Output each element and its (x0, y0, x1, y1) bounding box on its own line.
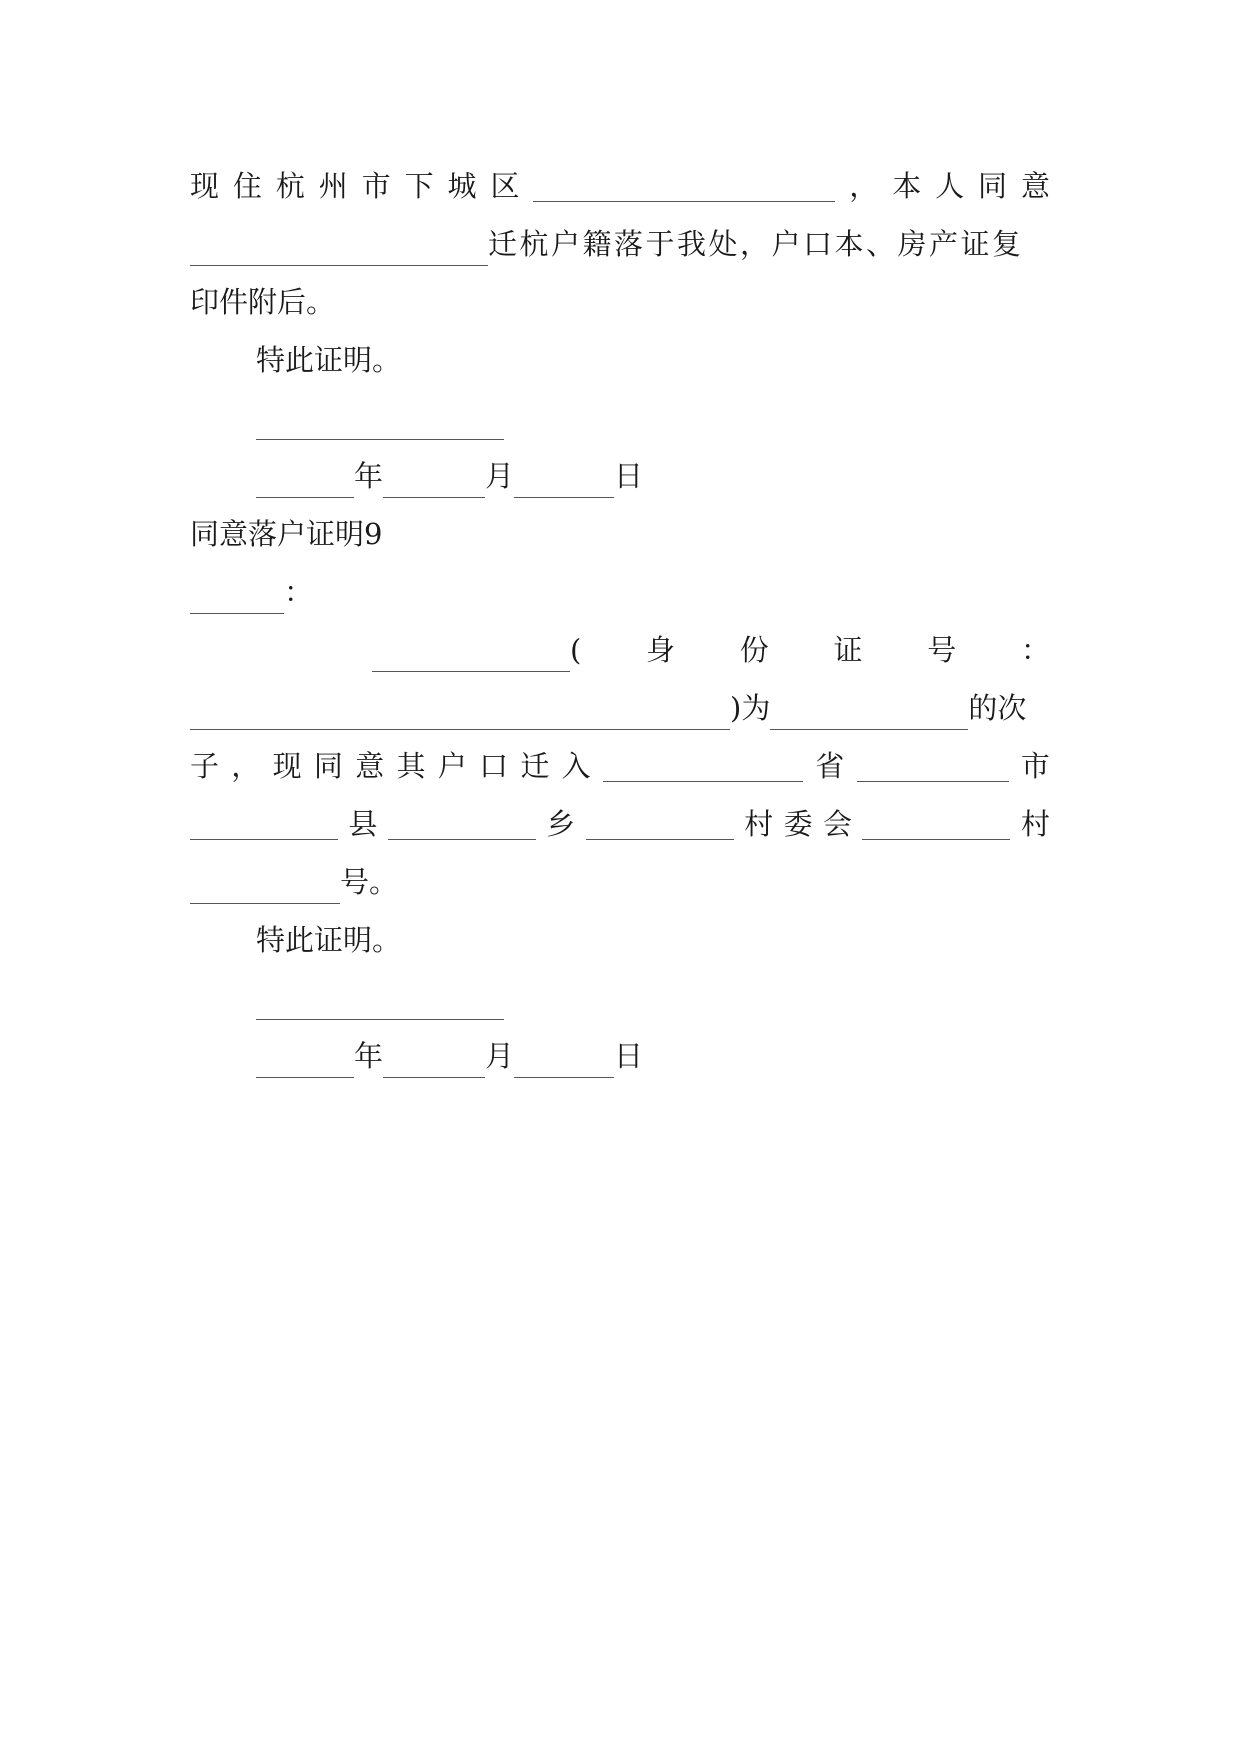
char: 现 (272, 749, 302, 783)
month-label: 月 (485, 459, 515, 493)
char: 住 (232, 169, 262, 203)
section2-title (190, 512, 382, 556)
char: 现 (190, 169, 220, 203)
char: 意 (1020, 169, 1050, 203)
char: 同 (313, 749, 343, 783)
city-name-blank[interactable] (190, 809, 338, 840)
recipient-blank[interactable] (190, 583, 284, 614)
section2-line3 (190, 744, 1050, 788)
section2-line2 (190, 686, 1026, 730)
village-label: 村 (1020, 807, 1050, 841)
city-blank[interactable] (857, 751, 1009, 782)
char: 户 (437, 749, 467, 783)
section2-signature (256, 976, 504, 1020)
province-label: 省 (815, 749, 845, 783)
section2-line5 (190, 860, 398, 904)
paren-close: )为 (730, 691, 771, 725)
char: 州 (318, 169, 348, 203)
house-number-blank[interactable] (190, 873, 340, 904)
line-text: 迁杭户籍落于我处，户口本、房产证复 (488, 227, 1024, 261)
address-blank[interactable] (533, 171, 835, 202)
char: 本 (892, 169, 922, 203)
section1-closing (256, 338, 401, 382)
child-name-segment (372, 628, 581, 672)
section2-id-line (372, 628, 1050, 672)
section2-date (256, 1034, 643, 1078)
number-label: 号。 (340, 865, 399, 899)
parent-name-blank[interactable] (770, 699, 968, 730)
day-blank[interactable] (514, 467, 614, 498)
section1-line3 (190, 280, 335, 324)
month-blank[interactable] (383, 1047, 485, 1078)
county-label: 县 (348, 807, 378, 841)
section1-date (256, 454, 643, 498)
county-blank[interactable] (388, 809, 536, 840)
section1-signature (256, 396, 504, 440)
char: 城 (447, 169, 477, 203)
char: ， (849, 169, 879, 203)
year-blank[interactable] (256, 1047, 354, 1078)
section1-line2 (190, 222, 1050, 266)
line-text: 印件附后。 (190, 285, 336, 319)
char: 子 (190, 749, 220, 783)
section2-closing (256, 918, 401, 962)
province-blank[interactable] (603, 751, 803, 782)
char: 人 (935, 169, 965, 203)
document-title: 同意落户证明9 (190, 517, 383, 551)
char: 委 (783, 807, 813, 841)
char: 杭 (275, 169, 305, 203)
char: 村 (744, 807, 774, 841)
month-label: 月 (485, 1039, 515, 1073)
year-label: 年 (354, 1039, 384, 1073)
char: 同 (978, 169, 1008, 203)
day-blank[interactable] (514, 1047, 614, 1078)
relation-text: 的次 (968, 691, 1027, 725)
char: 会 (823, 807, 853, 841)
closing-text: 特此证明。 (256, 343, 402, 377)
char: 份 (739, 633, 769, 667)
person-name-blank[interactable] (190, 235, 488, 266)
section2-line4 (190, 802, 1050, 846)
char: 身 (646, 633, 676, 667)
char: 号 (927, 633, 957, 667)
char: ， (231, 749, 261, 783)
signature-blank[interactable] (256, 989, 504, 1020)
committee-blank[interactable] (862, 809, 1010, 840)
char: 意 (355, 749, 385, 783)
char: 其 (396, 749, 426, 783)
township-label: 乡 (546, 807, 576, 841)
section2-salutation (190, 570, 313, 614)
char: 入 (561, 749, 591, 783)
section1-line1 (190, 164, 1050, 208)
city-label: 市 (1020, 749, 1050, 783)
month-blank[interactable] (383, 467, 485, 498)
char: 下 (404, 169, 434, 203)
id-number-blank[interactable] (190, 699, 730, 730)
char: 证 (833, 633, 863, 667)
char: ： (1020, 633, 1050, 667)
signature-blank[interactable] (256, 409, 504, 440)
closing-text: 特此证明。 (256, 923, 402, 957)
colon: ： (284, 575, 314, 609)
township-blank[interactable] (586, 809, 734, 840)
day-label: 日 (614, 459, 644, 493)
day-label: 日 (614, 1039, 644, 1073)
child-name-blank[interactable] (372, 641, 570, 672)
year-blank[interactable] (256, 467, 354, 498)
paren-open: ( (570, 633, 582, 667)
char: 市 (361, 169, 391, 203)
char: 口 (479, 749, 509, 783)
char: 区 (490, 169, 520, 203)
year-label: 年 (354, 459, 384, 493)
char: 迁 (520, 749, 550, 783)
